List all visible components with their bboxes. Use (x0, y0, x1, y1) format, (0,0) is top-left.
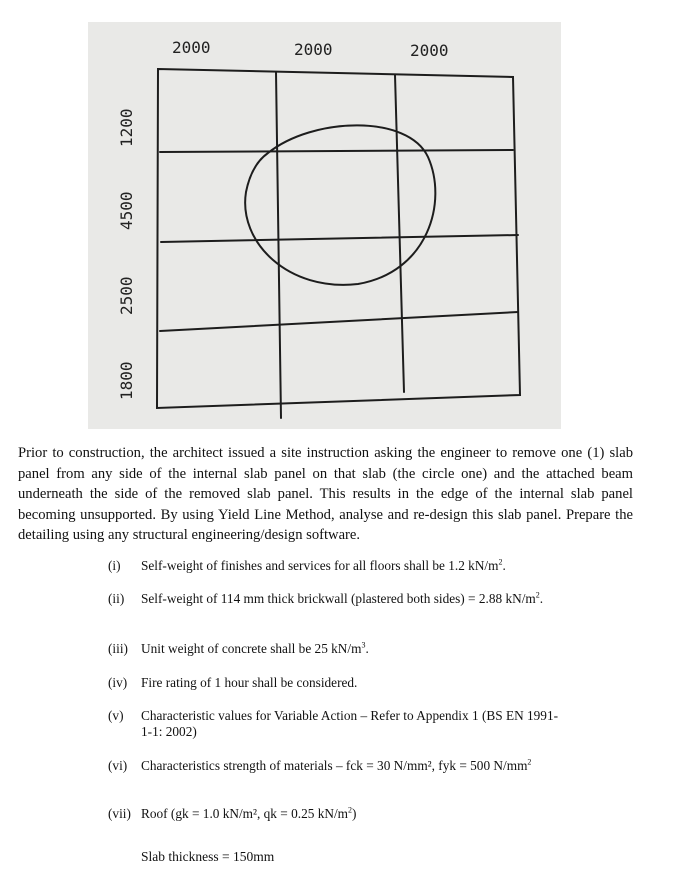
slab-thickness: Slab thickness = 150mm (141, 849, 275, 864)
top-dim-3: 2000 (410, 41, 449, 60)
grid-line-h3 (160, 312, 518, 331)
left-dim-1: 1200 (117, 108, 136, 147)
slab-plan-drawing (88, 22, 561, 429)
instruction-paragraph: Prior to construction, the architect issued a site instruction asking the engineer to remove one (1) slab panel from any side of the internal slab panel on that slab (the circle one) and the attached beam underneath the side of the removed slab panel. This results in the edge of the internal slab panel becoming unsupported. By using Yield Line Method, analyse and re-design this slab panel. Prepare the detailing using any structural engineering/design software. (18, 445, 633, 543)
left-dim-4: 1800 (117, 361, 136, 400)
grid-line-h1 (160, 150, 513, 152)
internal-panel-circle (245, 125, 435, 284)
top-dim-2: 2000 (294, 40, 333, 59)
grid-line-v2 (395, 75, 404, 392)
slab-plan-sketch (88, 22, 561, 429)
top-dim-1: 2000 (172, 38, 211, 57)
left-dim-3: 2500 (117, 276, 136, 315)
grid-line-v1 (276, 72, 281, 418)
grid-line-h2 (161, 235, 518, 242)
left-dim-2: 4500 (117, 191, 136, 230)
